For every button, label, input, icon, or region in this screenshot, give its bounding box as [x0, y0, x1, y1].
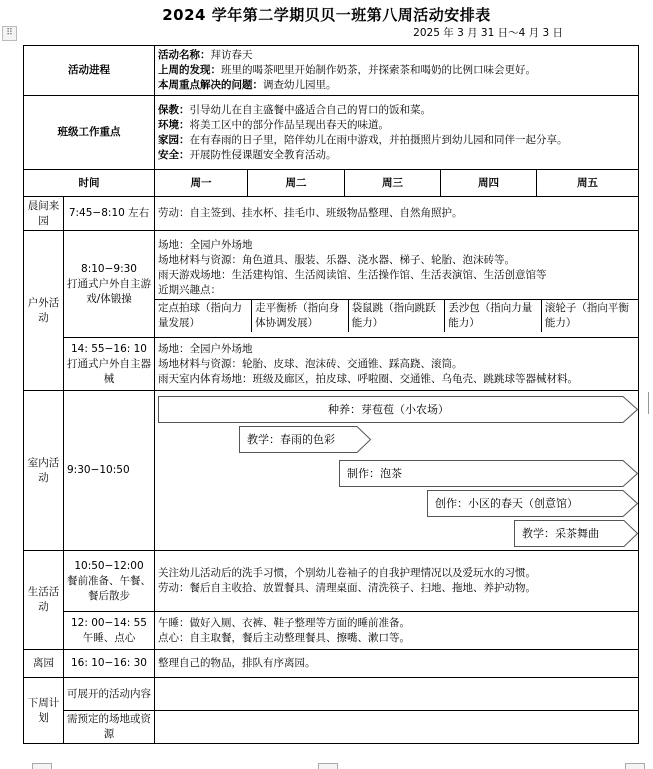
header-monday: 周一: [155, 170, 248, 197]
indoor-row: [24, 391, 639, 551]
scroll-indicator[interactable]: [648, 392, 653, 414]
life-slot2-time-cell: [64, 612, 155, 650]
activity-tea-dance: 教学：采茶舞曲: [522, 526, 599, 540]
snack-note: 点心：自主取餐，餐后主动整理餐具、擦嘴、漱口等。: [158, 631, 410, 644]
class-work-content: [155, 96, 639, 170]
interest-games-table: [155, 299, 638, 332]
leave-row: [24, 650, 639, 678]
home-school-label: 家园：: [158, 133, 190, 146]
header-row: [24, 170, 639, 197]
last-week-label: 上周的发现：: [158, 64, 221, 76]
arrow-make-tea: [339, 460, 638, 487]
outdoor-materials: 场地材料与资源：角色道具、服装、乐器、浇水器、梯子、轮胎、泡沫砖等。: [158, 253, 515, 266]
class-work-row: [24, 96, 639, 170]
leave-content: 整理自己的物品，排队有序离园。: [155, 650, 639, 678]
outdoor2-venue: 场地：全园户外场地: [158, 342, 253, 355]
arrow-planting: [158, 396, 638, 423]
life-label: 生活活动: [24, 551, 64, 650]
activity-name-label: 活动名称：: [158, 49, 211, 61]
progress-label: 活动进程: [24, 46, 155, 96]
safety-label: 安全：: [158, 148, 190, 161]
progress-row: [24, 46, 639, 96]
page-marker-center: [318, 763, 338, 769]
activity-make-tea: 制作：泡茶: [347, 466, 402, 480]
arrow-community-spring: [427, 490, 638, 517]
outdoor-slot1-time: 8:10−9:30: [81, 262, 137, 275]
rainy-day-venues: 雨天游戏场地：生活建构馆、生活阅读馆、生活操作馆、生活表演馆、生活创意馆等: [158, 268, 547, 281]
activity-spring-rain-colors: 教学：春雨的色彩: [247, 432, 335, 446]
game-kangaroo-jump: 袋鼠跳（指向跳跃能力）: [348, 299, 445, 332]
game-roll-wheel: 滚轮子（指向平衡能力）: [544, 301, 629, 329]
outdoor-label: 户外活动: [24, 231, 64, 391]
focus-label: 本周重点解决的问题：: [158, 79, 263, 91]
outdoor-row-1: [24, 231, 639, 338]
home-school-text: 在有春雨的日子里，陪伴幼儿在雨中游戏，并拍摄照片到幼儿园和同伴一起分享。: [189, 133, 568, 146]
life-row-2: [24, 612, 639, 650]
life-slot1-content: [155, 551, 639, 612]
rainy-indoor-sports: 雨天室内体育场地：班级及廊区，拍皮球、呼啦圈、交通锥、乌龟壳、跳跳球等器械材料。: [158, 372, 578, 385]
morning-row: [24, 197, 639, 231]
header-time: 时间: [24, 170, 155, 197]
arrow-tea-dance: [514, 520, 638, 547]
date-range: 2025 年 3 月 31 日～4 月 3 日: [413, 27, 563, 39]
game-throw-sandbag: 丢沙包（指向力量能力）: [445, 299, 542, 332]
morning-time: 7:45−8:10 左右: [64, 197, 155, 231]
outdoor2-materials: 场地材料与资源：轮胎、皮球、泡沫砖、交通锥、踩高跷、滚筒。: [158, 357, 463, 370]
morning-label: 晨间来园: [24, 197, 64, 231]
game-balance-bridge: 走平衡桥（指向身体协调发展）: [252, 299, 349, 332]
outdoor-slot2-content: [155, 338, 639, 391]
recent-interests-label: 近期兴趣点：: [158, 283, 221, 296]
page-marker-right: [625, 763, 645, 769]
outdoor-slot2-name: 打通式户外自主器械: [67, 357, 151, 385]
progress-content: [155, 46, 639, 96]
activity-planting: 种养：芽苞苞（小农场）: [328, 402, 449, 416]
outdoor-slot2-time-cell: [64, 338, 155, 391]
life-slot1-time-cell: [64, 551, 155, 612]
life-row-1: [24, 551, 639, 612]
header-thursday: 周四: [441, 170, 537, 197]
indoor-content: [155, 391, 639, 551]
game-bounce-ball: 定点拍球（指向力量发展）: [155, 299, 252, 332]
outdoor-slot2-time: 14: 55−16: 10: [71, 342, 147, 355]
outdoor-venue: 场地：全园户外场地: [158, 238, 253, 251]
header-tuesday: 周二: [248, 170, 345, 197]
focus-text: 调查幼儿园里。: [263, 79, 337, 91]
next-week-activities-label: 可展开的活动内容: [64, 678, 155, 711]
life-slot2-name: 午睡、点心: [82, 631, 136, 644]
environment-text: 将美工区中的部分作品呈现出春天的味道。: [189, 118, 389, 131]
care-text: 引导幼儿在自主盛餐中盛适合自己的胃口的饭和菜。: [189, 103, 431, 116]
indoor-activity-arrows: [155, 393, 638, 549]
indoor-label: 室内活动: [24, 391, 64, 551]
arrow-spring-rain-colors: [239, 426, 371, 453]
activity-community-spring: 创作：小区的春天（创意馆）: [435, 496, 578, 510]
next-week-resources-label: 需预定的场地或资源: [64, 711, 155, 744]
outdoor-slot1-name: 打通式户外自主游戏/体锻操: [67, 277, 151, 305]
leave-time: 16: 10−16: 30: [64, 650, 155, 678]
table-move-handle-icon[interactable]: ⠿: [2, 26, 17, 41]
page-title: 2024 学年第二学期贝贝一班第八周活动安排表: [162, 6, 491, 24]
after-meal-labor: 劳动：餐后自主收拾、放置餐具、清理桌面、清洗筷子、扫地、拖地、养护动物。: [158, 582, 536, 594]
outdoor-slot1-content: [155, 231, 639, 338]
morning-content: 劳动：自主签到、挂水杯、挂毛巾、班级物品整理、自然角照护。: [155, 197, 639, 231]
indoor-time: 9:30−10:50: [64, 391, 155, 551]
outdoor-slot1-time-cell: [64, 231, 155, 338]
next-week-activities-input[interactable]: [155, 678, 639, 711]
environment-label: 环境：: [158, 118, 190, 131]
activity-name: 拜访春天: [210, 49, 253, 61]
schedule-table: [23, 45, 639, 744]
life-slot1-time: 10:50−12:00: [74, 559, 144, 572]
class-work-label: 班级工作重点: [24, 96, 155, 170]
life-slot2-time: 12: 00−14: 55: [71, 616, 147, 629]
next-week-row-2: [24, 711, 639, 744]
nap-prep: 午睡：做好入厕、衣裤、鞋子整理等方面的睡前准备。: [158, 616, 410, 629]
outdoor-row-2: [24, 338, 639, 391]
life-slot2-content: [155, 612, 639, 650]
header-wednesday: 周三: [345, 170, 441, 197]
safety-text: 开展防性侵课题安全教育活动。: [189, 148, 337, 161]
header-friday: 周五: [537, 170, 639, 197]
leave-label: 离园: [24, 650, 64, 678]
handwashing-note: 关注幼儿活动后的洗手习惯，个别幼儿卷袖子的自我护理情况以及爱玩水的习惯。: [158, 567, 536, 579]
next-week-row-1: [24, 678, 639, 711]
life-slot1-name: 餐前准备、午餐、餐后散步: [67, 574, 151, 602]
page-marker-left: [32, 763, 52, 769]
care-label: 保教：: [158, 103, 190, 116]
next-week-label: 下周计划: [24, 678, 64, 744]
next-week-resources-input[interactable]: [155, 711, 639, 744]
last-week-text: 班里的喝茶吧里开始制作奶茶，并探索茶和喝奶的比例口味会更好。: [221, 64, 536, 76]
